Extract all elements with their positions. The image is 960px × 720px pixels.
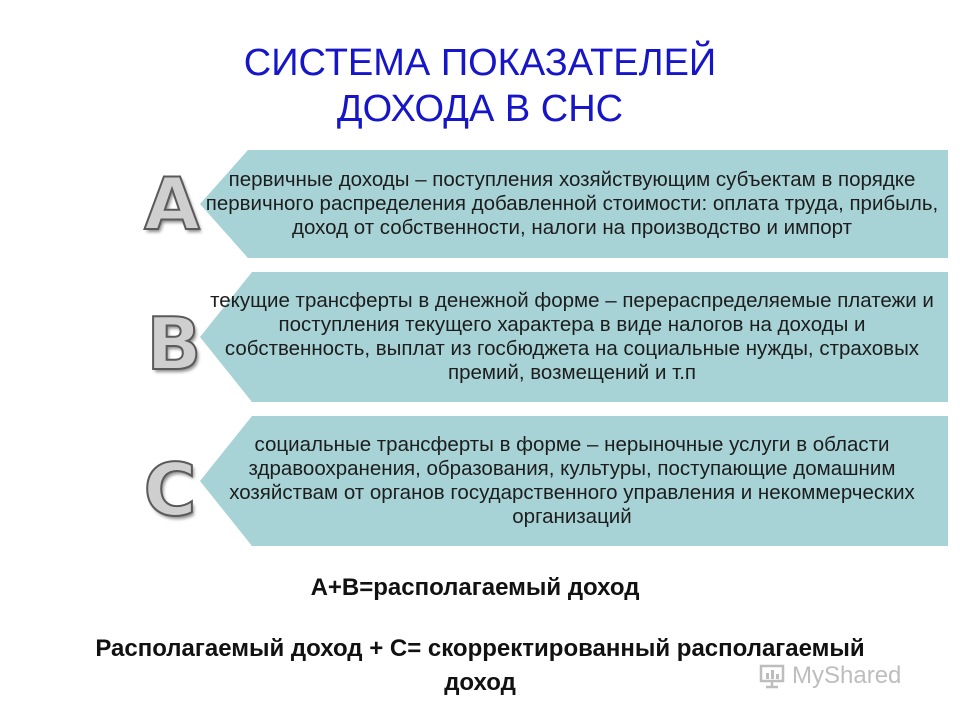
item-a-text: первичные доходы – поступления хозяйствующим субъектам в порядке первичного распределения добавленной стоимости: оплата труда, прибыль, доход от собственности, налоги на производство и импорт [205, 168, 939, 239]
item-c-band [200, 416, 948, 546]
item-a-letter: А [144, 162, 200, 246]
title-line-2: ДОХОДА В СНС [336, 88, 624, 130]
item-b-letter: В [146, 302, 202, 386]
myshared-watermark [758, 662, 901, 690]
title-line-1: СИСТЕМА ПОКАЗАТЕЛЕЙ [243, 42, 717, 84]
watermark-text: MyShared [792, 662, 902, 689]
presentation-board-icon [758, 663, 786, 689]
item-c-text: социальные трансферты в форме – нерыночные услуги в области здравоохранения, образования, культуры, поступающие домашним хозяйствам от органов государственного управления и некоммерческих организаций [229, 433, 915, 528]
item-b-text: текущие трансферты в денежной форме – перераспределяемые платежи и поступления текущего характера в виде налогов на доходы и собственность, выплат из госбюджета на социальные нужды, страховых премий, возмещений и т.п [210, 289, 934, 384]
slide-title [0, 40, 960, 132]
item-b-band [200, 272, 948, 402]
item-a-band [200, 150, 948, 258]
item-c-letter: С [143, 448, 197, 532]
formula-disposable-income: А+В=располагаемый доход [310, 574, 640, 601]
formula-adjusted-disposable-income: Располагаемый доход + С= скорректированный располагаемый доход [95, 635, 865, 696]
